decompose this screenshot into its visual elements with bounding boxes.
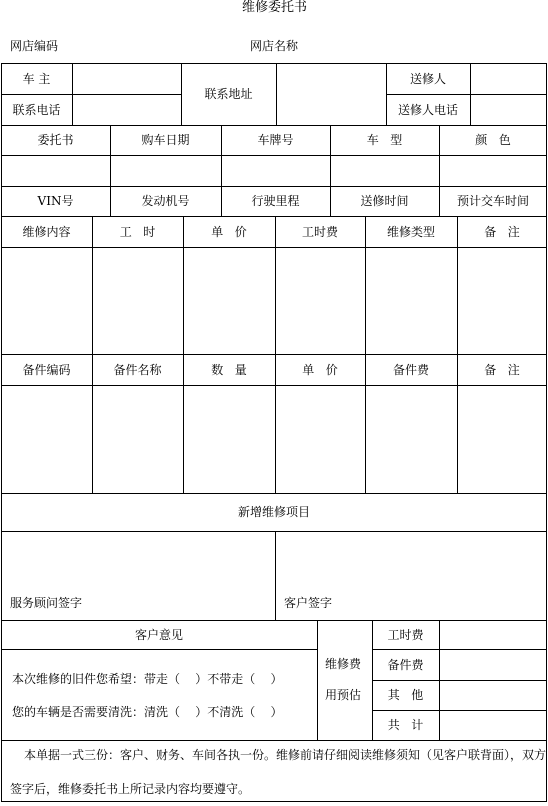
- parts-header-cell: 备件编码: [22, 362, 71, 377]
- parts-header-cell: 备 注: [484, 362, 520, 377]
- repair-header-cell: 备 注: [484, 224, 520, 239]
- vehicle-header-cell: 颜 色: [475, 133, 511, 147]
- sender-field[interactable]: [471, 64, 546, 94]
- phone-field[interactable]: [73, 95, 180, 125]
- opinion-wash: 您的车辆是否需要清洗：清洗（ ）不清洗（ ）: [12, 705, 283, 719]
- vehicle-header-cell: 车 型: [366, 133, 403, 147]
- repair-header-cell: 维修类型: [386, 224, 435, 239]
- new-items-label: 新增维修项目: [237, 505, 310, 519]
- repair-input-area[interactable]: [2, 248, 546, 354]
- advisor-signature-label: 服务顾问签字: [10, 596, 83, 610]
- phone-label: 联系电话: [12, 102, 61, 117]
- estimate-item: 其 他: [387, 688, 424, 702]
- parts-header-cell: 备件名称: [113, 362, 162, 377]
- opinion-old-parts: 本次维修的旧件您希望：带走（ ）不带走（ ）: [12, 672, 283, 686]
- vehicle-header-cell: 购车日期: [141, 133, 190, 147]
- opinion-title: 客户意见: [134, 627, 183, 642]
- estimate-label-line2: 用预估: [325, 688, 362, 702]
- estimate-value-field[interactable]: [440, 621, 546, 740]
- parts-header-cell: 备件费: [392, 362, 429, 377]
- estimate-item: 共 计: [387, 718, 424, 732]
- parts-header-cell: 单 价: [302, 362, 338, 377]
- address-field[interactable]: [277, 64, 385, 125]
- sender-label: 送修人: [409, 71, 446, 86]
- sender-phone-field[interactable]: [471, 95, 546, 125]
- owner-label: 车 主: [22, 71, 51, 86]
- estimate-item: 工时费: [387, 627, 424, 642]
- estimate-item: 备件费: [387, 657, 424, 672]
- parts-header-cell: 数 量: [211, 362, 247, 377]
- shop-code-label: 网店编码: [10, 39, 59, 53]
- vehicle-header-cell: 预计交车时间: [456, 194, 529, 208]
- owner-field[interactable]: [73, 64, 180, 94]
- customer-signature-label: 客户签字: [284, 596, 333, 610]
- vehicle-header-cell: 车牌号: [257, 133, 294, 147]
- repair-header-cell: 单 价: [211, 224, 247, 239]
- vehicle-header-cell: 委托书: [37, 133, 74, 147]
- vehicle-input-row[interactable]: [2, 156, 546, 186]
- estimate-label-line1: 维修费: [325, 657, 362, 671]
- address-label: 联系地址: [204, 87, 253, 101]
- vehicle-header-cell: 行驶里程: [251, 194, 300, 208]
- repair-header-cell: 维修内容: [22, 224, 71, 239]
- vehicle-header-cell: VIN号: [37, 194, 74, 208]
- vehicle-header-cell: 发动机号: [141, 194, 190, 208]
- sender-phone-label: 送修人电话: [397, 102, 458, 117]
- vehicle-header-cell: 送修时间: [360, 194, 409, 208]
- document-title: 维修委托书: [242, 0, 308, 15]
- repair-header-cell: 工时费: [301, 224, 338, 239]
- parts-input-area[interactable]: [2, 386, 546, 493]
- footer-note: 本单据一式三份：客户、财务、车间各执一份。维修前请仔细阅读维修须知（见客户联背面），双方签字后，维修委托书上所记录内容均要遵守。: [10, 748, 547, 796]
- repair-header-cell: 工 时: [119, 224, 156, 239]
- shop-name-label: 网店名称: [250, 39, 299, 53]
